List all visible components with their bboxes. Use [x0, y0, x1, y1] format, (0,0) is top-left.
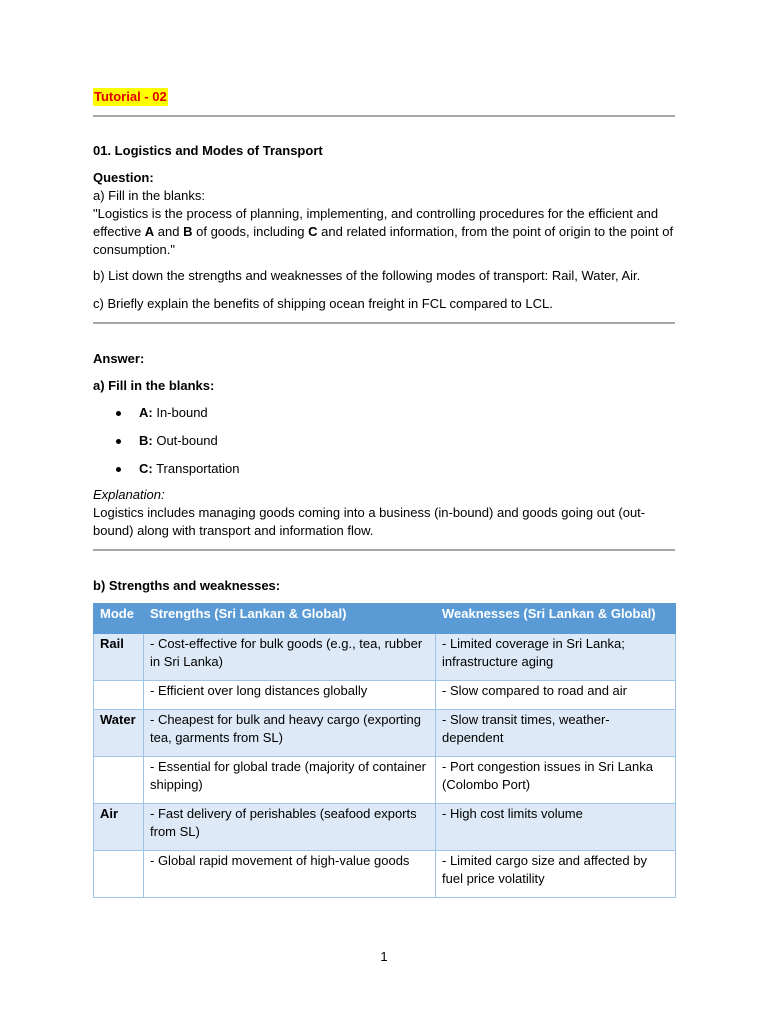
page-number: 1 — [380, 949, 388, 964]
cell-mode — [94, 851, 144, 898]
table-row — [94, 757, 676, 804]
cell-mode — [94, 681, 144, 710]
answer-b-heading: b) Strengths and weaknesses: — [93, 578, 281, 593]
bullet-icon — [116, 467, 121, 472]
cell-weakness: - Port congestion issues in Sri Lanka (Colombo Port) — [436, 757, 676, 804]
cell-strength: - Global rapid movement of high-value goods — [144, 851, 436, 898]
cell-weakness: - Slow compared to road and air — [436, 681, 676, 710]
cell-weakness: - Slow transit times, weather-dependent — [436, 710, 676, 757]
question-a-intro: a) Fill in the blanks: — [93, 188, 205, 203]
cell-weakness: - Limited cargo size and affected by fuel price volatility — [436, 851, 676, 898]
answer-label: Answer: — [93, 351, 145, 366]
cell-strength: - Fast delivery of perishables (seafood exports from SL) — [144, 804, 436, 851]
explanation-label: Explanation: — [93, 487, 165, 502]
tutorial-title: Tutorial - 02 — [94, 89, 167, 104]
list-item: A: In-bound — [93, 404, 675, 432]
table-row — [94, 851, 676, 898]
strengths-weaknesses-table — [93, 603, 676, 898]
list-item: C: Transportation — [93, 460, 675, 488]
list-item: B: Out-bound — [93, 432, 675, 460]
header-strengths: Strengths (Sri Lankan & Global) — [144, 604, 436, 634]
divider — [93, 549, 675, 551]
table-row — [94, 681, 676, 710]
table-row — [94, 710, 676, 757]
cell-weakness: - High cost limits volume — [436, 804, 676, 851]
cell-strength: - Essential for global trade (majority of container shipping) — [144, 757, 436, 804]
bullet-icon — [116, 411, 121, 416]
question-c: c) Briefly explain the benefits of shipping ocean freight in FCL compared to LCL. — [93, 296, 553, 311]
cell-mode: Air — [94, 804, 144, 851]
table-header-row — [94, 604, 676, 634]
cell-mode: Water — [94, 710, 144, 757]
section-heading: 01. Logistics and Modes of Transport — [93, 143, 323, 158]
cell-weakness: - Limited coverage in Sri Lanka; infrastructure aging — [436, 634, 676, 681]
table-row — [94, 804, 676, 851]
table-row — [94, 634, 676, 681]
question-b: b) List down the strengths and weaknesses of the following modes of transport: Rail, Water, Air. — [93, 268, 641, 283]
cell-strength: - Cost-effective for bulk goods (e.g., tea, rubber in Sri Lanka) — [144, 634, 436, 681]
cell-mode: Rail — [94, 634, 144, 681]
cell-mode — [94, 757, 144, 804]
divider — [93, 115, 675, 117]
explanation-text: Logistics includes managing goods coming into a business (in-bound) and goods going out (out-bound) along with transport and information flow. — [93, 505, 646, 538]
header-weaknesses: Weaknesses (Sri Lankan & Global) — [436, 604, 676, 634]
divider — [93, 322, 675, 324]
cell-strength: - Cheapest for bulk and heavy cargo (exporting tea, garments from SL) — [144, 710, 436, 757]
question-a-quote: "Logistics is the process of planning, implementing, and controlling procedures for the efficient and effective A and B of goods, including C and related information, from the point of origin to the point of consumption." — [93, 206, 674, 257]
answer-list — [93, 404, 675, 488]
header-mode: Mode — [94, 604, 144, 634]
answer-a-heading: a) Fill in the blanks: — [93, 378, 215, 393]
bullet-icon — [116, 439, 121, 444]
question-label: Question: — [93, 170, 154, 185]
cell-strength: - Efficient over long distances globally — [144, 681, 436, 710]
